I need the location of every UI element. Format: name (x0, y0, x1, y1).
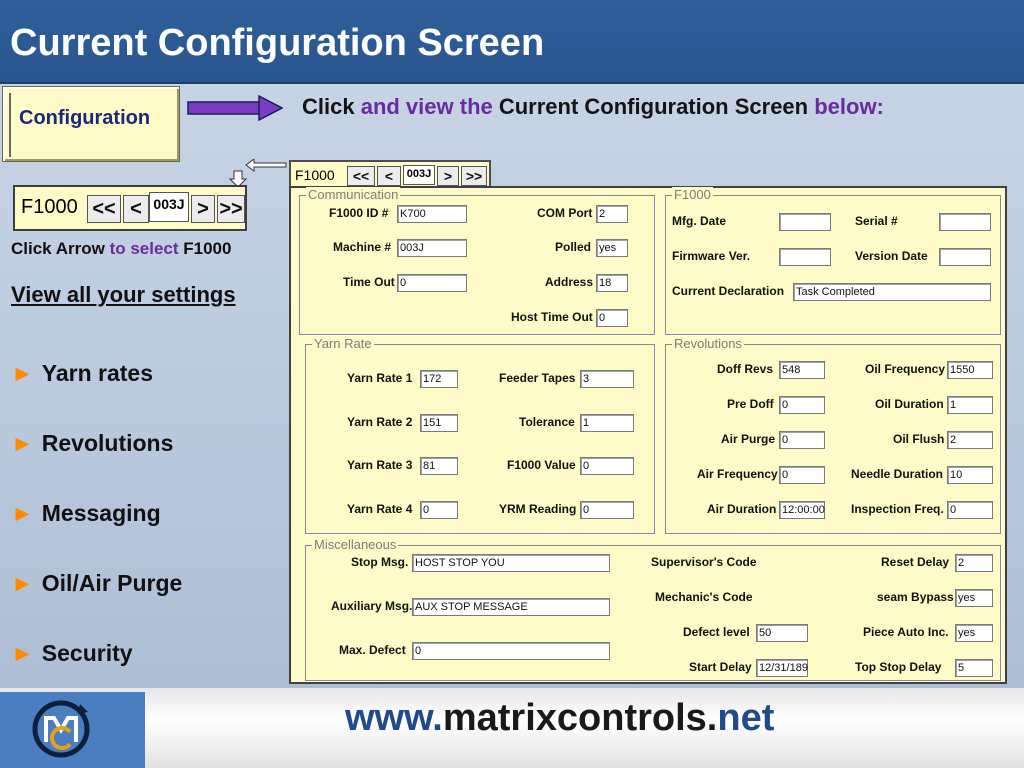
yarn-rate-legend: Yarn Rate (314, 336, 372, 351)
nav-large-first-button[interactable]: << (87, 195, 121, 223)
bullet-messaging (11, 500, 161, 527)
timeout-field[interactable]: 0 (397, 274, 467, 292)
air-purge-label: Air Purge (721, 432, 776, 446)
bullet-arrow-icon: ► (11, 500, 34, 526)
version-date-field[interactable] (939, 248, 991, 266)
air-duration-label: Air Duration (707, 502, 777, 516)
pre-doff-field[interactable]: 0 (779, 396, 825, 414)
address-label: Address (545, 275, 594, 289)
top-stop-delay-field[interactable]: 5 (955, 659, 993, 677)
f1000-id-label: F1000 ID # (329, 206, 389, 220)
f1000-id-field[interactable]: K700 (397, 205, 467, 223)
configuration-form (289, 186, 1007, 684)
bullet-arrow-icon: ► (11, 360, 34, 386)
bullet-yarn-rates (11, 360, 153, 387)
start-delay-label: Start Delay (689, 660, 752, 674)
view-all-settings: View all your settings (11, 282, 236, 307)
mechanic-code-label: Mechanic's Code (655, 590, 753, 604)
stop-msg-field[interactable]: HOST STOP YOU (412, 554, 610, 572)
com-port-field[interactable]: 2 (596, 205, 628, 223)
feeder-tapes-field[interactable]: 3 (580, 370, 634, 388)
click-arrow-c: F1000 (183, 239, 232, 258)
oil-flush-field[interactable]: 2 (947, 431, 993, 449)
timeout-label: Time Out (343, 275, 395, 289)
stop-msg-label: Stop Msg. (351, 555, 409, 569)
nav-value-field[interactable]: 003J (403, 165, 435, 185)
piece-auto-inc-field[interactable]: yes (955, 624, 993, 642)
nav-large-label: F1000 (21, 196, 78, 218)
oil-frequency-label: Oil Frequency (865, 362, 946, 376)
needle-duration-label: Needle Duration (851, 467, 944, 481)
polled-label: Polled (555, 240, 592, 254)
com-port-label: COM Port (537, 206, 593, 220)
serial-label: Serial # (855, 214, 898, 228)
bullet-arrow-icon: ► (11, 640, 34, 666)
doff-revs-label: Doff Revs (717, 362, 774, 376)
website-url[interactable] (345, 697, 774, 740)
logo-box (0, 692, 145, 768)
piece-auto-inc-label: Piece Auto Inc. (863, 625, 949, 639)
url-www: www. (345, 697, 443, 739)
serial-field[interactable] (939, 213, 991, 231)
defect-level-label: Defect level (683, 625, 750, 639)
address-field[interactable]: 18 (596, 274, 628, 292)
bullet-security (11, 640, 133, 667)
reset-delay-label: Reset Delay (881, 555, 950, 569)
bullet-label: Yarn rates (41, 360, 154, 386)
configuration-button[interactable] (2, 86, 180, 162)
max-defect-label: Max. Defect (339, 643, 406, 657)
firmware-label: Firmware Ver. (672, 249, 751, 263)
top-stop-delay-label: Top Stop Delay (855, 660, 942, 674)
seam-bypass-field[interactable]: yes (955, 589, 993, 607)
feeder-tapes-label: Feeder Tapes (499, 371, 576, 385)
polled-field[interactable]: yes (596, 239, 628, 257)
pre-doff-label: Pre Doff (727, 397, 774, 411)
url-tld: net (717, 697, 775, 739)
air-purge-field[interactable]: 0 (779, 431, 825, 449)
inspection-freq-field[interactable]: 0 (947, 501, 993, 519)
click-arrow-text (11, 239, 231, 259)
oil-duration-label: Oil Duration (875, 397, 944, 411)
bullet-revolutions (11, 430, 173, 457)
yarn-rate-4-field[interactable]: 0 (420, 501, 458, 519)
aux-msg-field[interactable]: AUX STOP MESSAGE (412, 598, 610, 616)
nav-large-prev-button[interactable]: < (123, 195, 149, 223)
miscellaneous-legend: Miscellaneous (314, 537, 397, 552)
nav-first-button[interactable]: << (347, 166, 375, 186)
nav-label: F1000 (295, 167, 335, 183)
nav-large-value-field[interactable]: 003J (149, 192, 189, 222)
bullet-label: Oil/Air Purge (41, 570, 183, 596)
f1000-value-field[interactable]: 0 (580, 457, 634, 475)
instruction-and-view: and view the (354, 94, 499, 119)
firmware-field[interactable] (779, 248, 831, 266)
communication-legend: Communication (308, 187, 399, 202)
configuration-label: Configuration (19, 107, 151, 129)
f1000-value-label: F1000 Value (507, 458, 576, 472)
nav-large-last-button[interactable]: >> (217, 195, 245, 223)
configuration-button-inner (9, 93, 175, 157)
oil-duration-field[interactable]: 1 (947, 396, 993, 414)
yarn-rate-4-label: Yarn Rate 4 (347, 502, 413, 516)
reset-delay-field[interactable]: 2 (955, 554, 993, 572)
bullet-label: Revolutions (41, 430, 174, 456)
nav-bar-large (13, 185, 247, 231)
host-timeout-field[interactable]: 0 (596, 309, 628, 327)
yarn-rate-1-label: Yarn Rate 1 (347, 371, 413, 385)
matrix-controls-logo-icon (30, 698, 92, 760)
start-delay-field[interactable]: 12/31/189 (756, 659, 808, 677)
bullet-label: Security (41, 640, 133, 666)
inspection-freq-label: Inspection Freq. (851, 502, 944, 516)
host-timeout-label: Host Time Out (511, 310, 593, 324)
click-arrow-b: to select (104, 239, 184, 258)
doff-revs-field[interactable]: 548 (779, 361, 825, 379)
nav-large-next-button[interactable]: > (191, 195, 215, 223)
page-title: Current Configuration Screen (10, 22, 545, 64)
header-bar (0, 0, 1024, 84)
revolutions-legend: Revolutions (674, 336, 742, 351)
right-arrow-icon (187, 95, 283, 121)
click-arrow-a: Click Arrow (11, 239, 105, 258)
yrm-reading-field[interactable]: 0 (580, 501, 634, 519)
f1000-legend: F1000 (674, 187, 711, 202)
oil-frequency-field[interactable]: 1550 (947, 361, 993, 379)
nav-prev-button[interactable]: < (377, 166, 401, 186)
mfg-date-label: Mfg. Date (672, 214, 726, 228)
yarn-rate-1-field[interactable]: 172 (420, 370, 458, 388)
yarn-rate-3-field[interactable]: 81 (420, 457, 458, 475)
version-date-label: Version Date (855, 249, 928, 263)
mfg-date-field[interactable] (779, 213, 831, 231)
yarn-rate-2-label: Yarn Rate 2 (347, 415, 413, 429)
needle-duration-field[interactable]: 10 (947, 466, 993, 484)
instruction-click: Click (302, 94, 355, 119)
air-frequency-field[interactable]: 0 (779, 466, 825, 484)
seam-bypass-label: seam Bypass (877, 590, 954, 604)
air-duration-field[interactable]: 12:00:00 (779, 501, 825, 519)
yarn-rate-2-field[interactable]: 151 (420, 414, 458, 432)
tolerance-label: Tolerance (519, 415, 575, 429)
bullet-arrow-icon: ► (11, 430, 34, 456)
max-defect-field[interactable]: 0 (412, 642, 610, 660)
declaration-field[interactable]: Task Completed (793, 283, 991, 301)
yrm-reading-label: YRM Reading (499, 502, 577, 516)
aux-msg-label: Auxiliary Msg. (331, 599, 413, 613)
url-domain: matrixcontrols. (442, 697, 718, 739)
instruction-below: below: (808, 94, 884, 119)
bullet-label: Messaging (41, 500, 161, 526)
yarn-rate-3-label: Yarn Rate 3 (347, 458, 413, 472)
bullet-oil-air-purge (11, 570, 182, 597)
defect-level-field[interactable]: 50 (756, 624, 808, 642)
nav-next-button[interactable]: > (437, 166, 459, 186)
nav-last-button[interactable]: >> (461, 166, 487, 186)
supervisor-code-label: Supervisor's Code (651, 555, 757, 569)
oil-flush-label: Oil Flush (893, 432, 945, 446)
instruction-screen-name: Current Configuration Screen (498, 94, 809, 119)
air-frequency-label: Air Frequency (697, 467, 778, 481)
machine-label: Machine # (333, 240, 392, 254)
bullet-arrow-icon: ► (11, 570, 34, 596)
instruction-text (302, 94, 884, 120)
declaration-label: Current Declaration (672, 284, 785, 298)
tolerance-field[interactable]: 1 (580, 414, 634, 432)
machine-field[interactable]: 003J (397, 239, 467, 257)
